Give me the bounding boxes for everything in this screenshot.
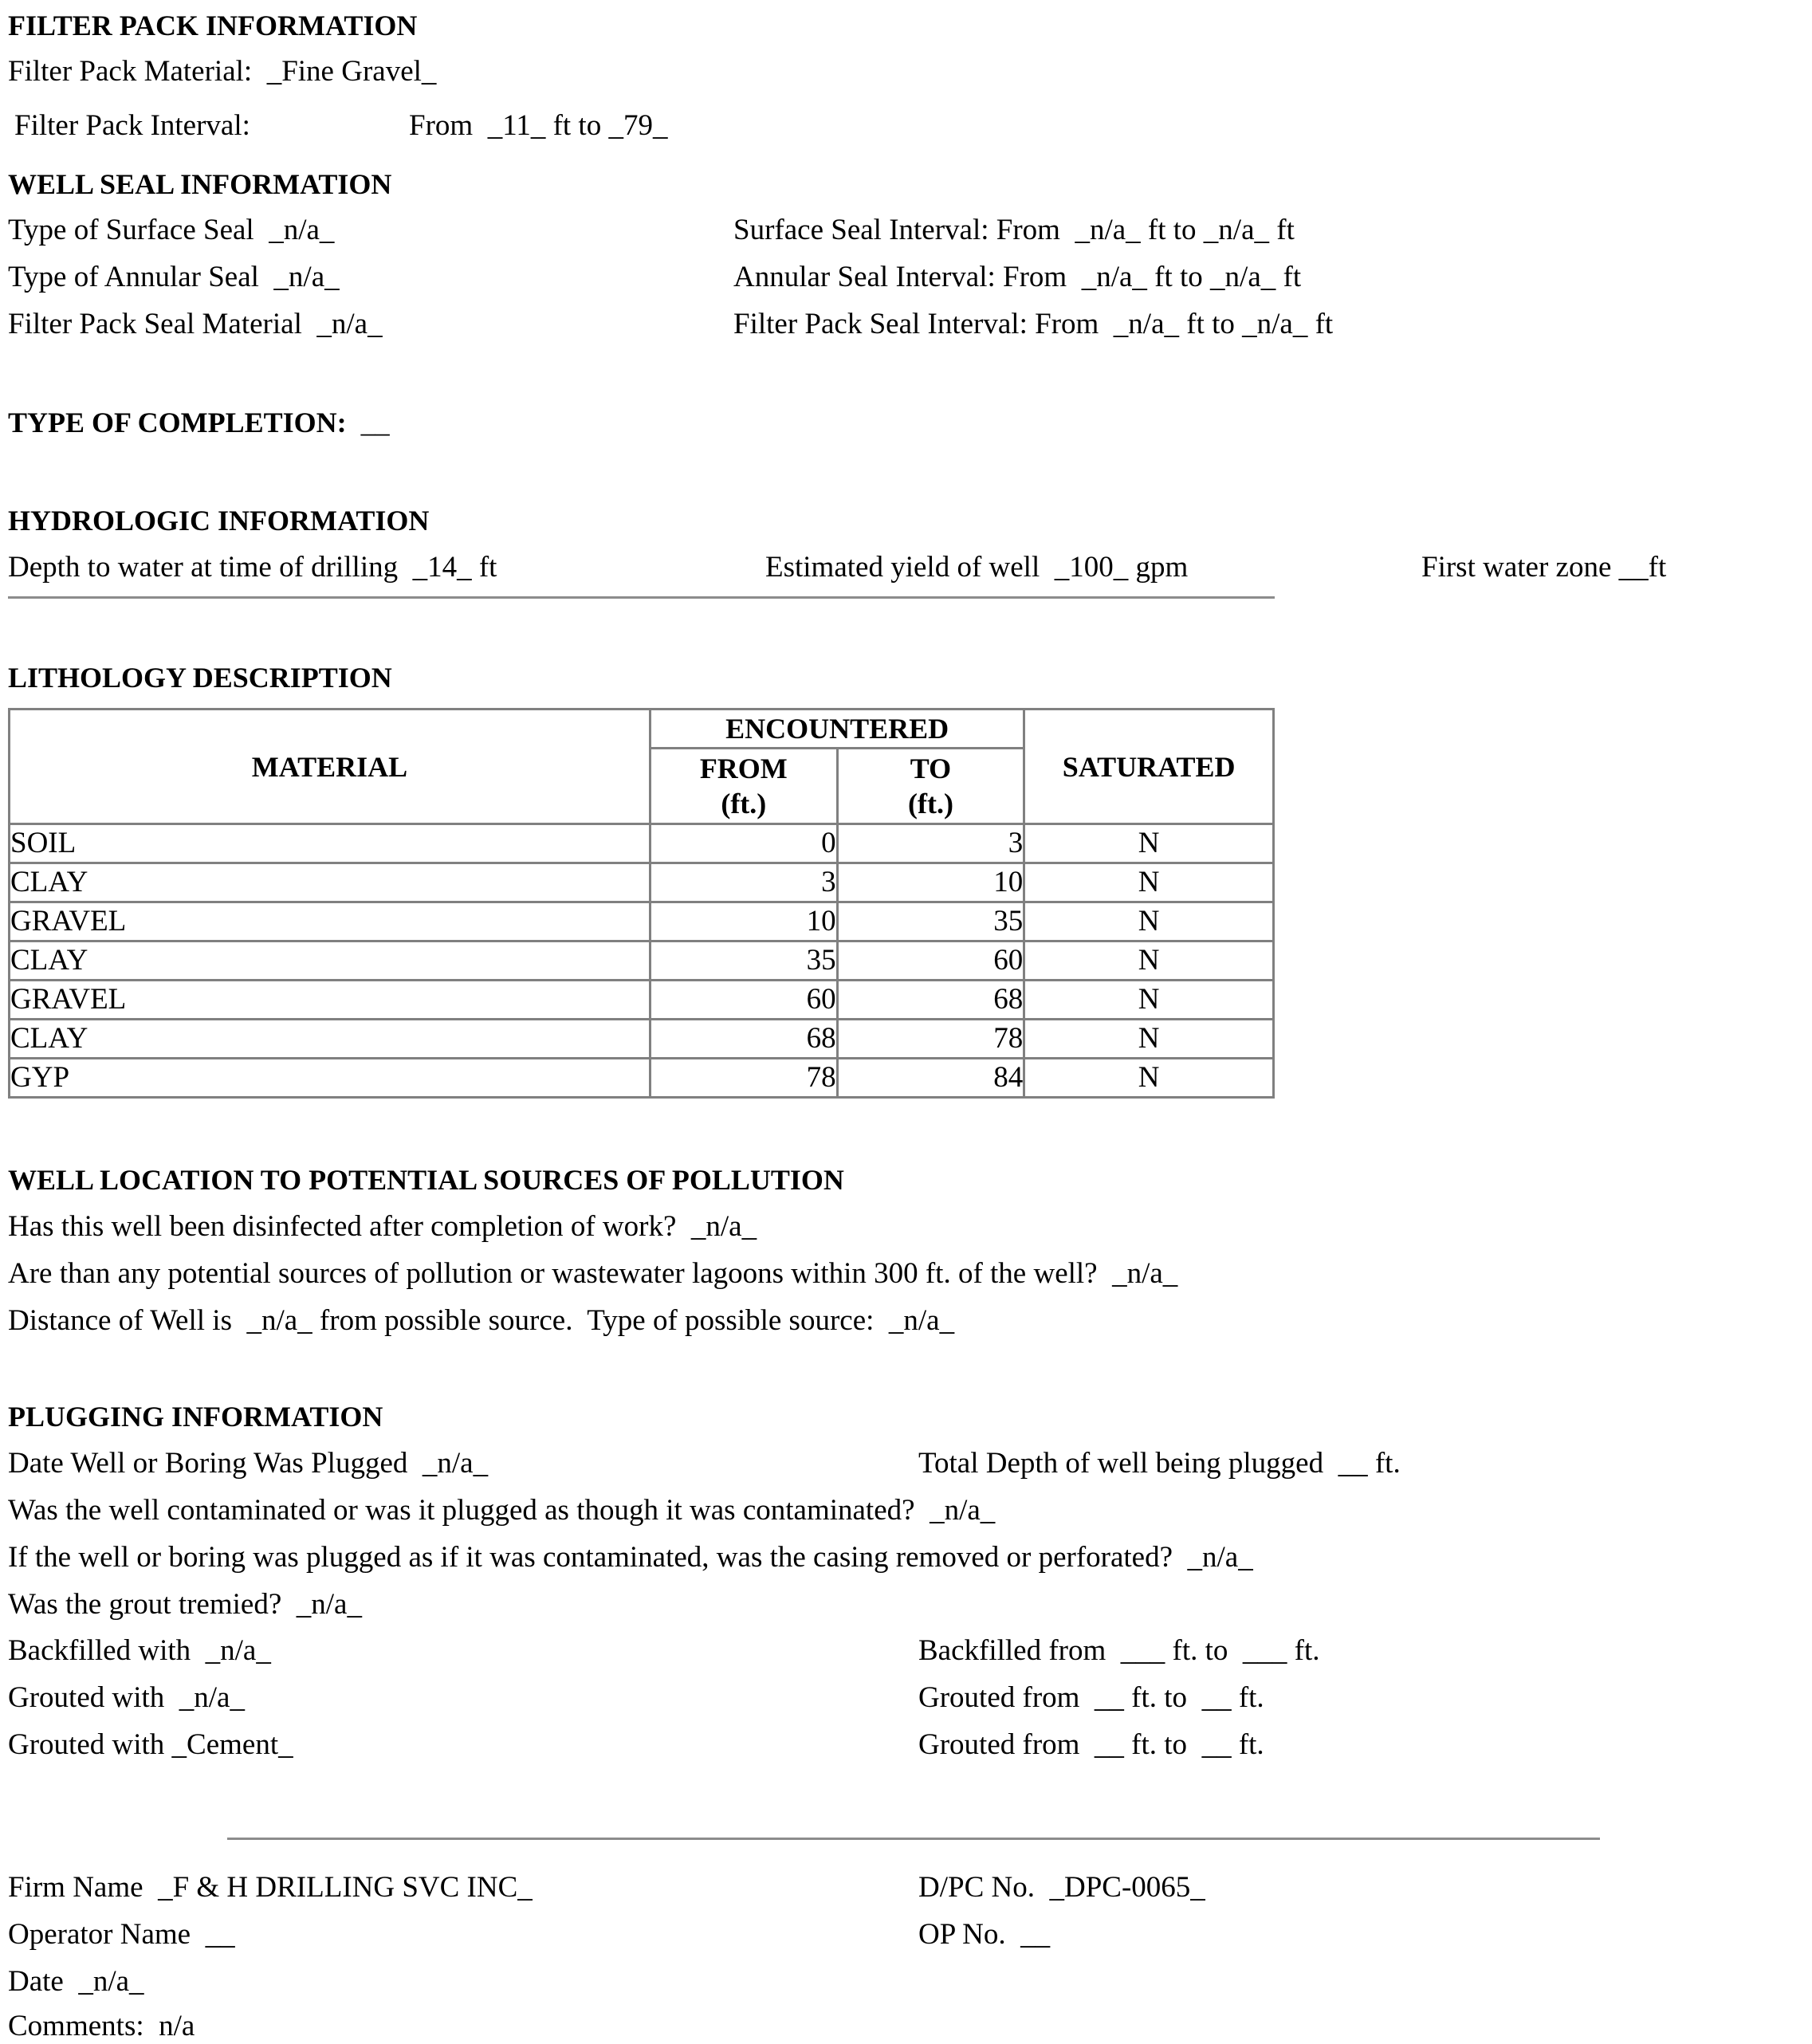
depth-to-water-label: Depth to water at time of drilling [8, 551, 399, 584]
from-cell: 3 [650, 863, 837, 902]
from-cell: 68 [650, 1020, 837, 1059]
filter-pack-seal-material-label: Filter Pack Seal Material [8, 308, 302, 340]
pollution-sources-label: Are than any potential sources of pollution or wastewater lagoons within 300 ft. of the well? [8, 1257, 1098, 1290]
surface-seal-to-label: ft to [1147, 214, 1197, 246]
plugging-heading: PLUGGING INFORMATION [8, 1401, 383, 1433]
annular-seal-to-label: ft to [1154, 261, 1203, 293]
grouted-with-value-2: _Cement_ [171, 1728, 293, 1761]
to-cell: 3 [837, 824, 1024, 863]
filter-pack-seal-to-label: ft to [1186, 308, 1235, 340]
grouted-unit-2: ft. [1238, 1728, 1264, 1761]
table-row [10, 902, 1274, 941]
filter-pack-seal-material [8, 307, 383, 342]
material-cell: CLAY [10, 941, 651, 981]
pollution-sources-value: _n/a_ [1112, 1257, 1178, 1290]
dpc-value: _DPC-0065_ [1049, 1871, 1205, 1904]
grouted-with-row-1 [8, 1680, 245, 1716]
firm-name-label: Firm Name [8, 1871, 143, 1904]
hydrologic-divider [8, 596, 1275, 599]
from-cell: 60 [650, 981, 837, 1020]
material-cell: GRAVEL [10, 981, 651, 1020]
filter-pack-to-value: _79_ [608, 109, 668, 142]
disinfected-row [8, 1209, 757, 1244]
completion-row [8, 405, 390, 440]
table-row [10, 824, 1274, 863]
total-depth-value: __ [1338, 1447, 1368, 1480]
table-row [10, 1020, 1274, 1059]
saturated-cell: N [1024, 981, 1274, 1020]
casing-row [8, 1540, 1253, 1575]
estimated-yield [765, 550, 1188, 585]
comments-value: n/a [159, 2010, 195, 2042]
source-type-value: _n/a_ [888, 1304, 955, 1337]
annular-seal-from-value: _n/a_ [1081, 261, 1147, 293]
disinfected-value: _n/a_ [690, 1210, 757, 1243]
from-header-label: FROM [699, 753, 788, 784]
grouted-to-label-1: ft. to [1131, 1681, 1188, 1714]
tremied-row [8, 1587, 362, 1622]
hydrologic-heading: HYDROLOGIC INFORMATION [8, 505, 430, 537]
to-cell: 10 [837, 863, 1024, 902]
backfilled-from-row [918, 1633, 1320, 1669]
grouted-with-label-1: Grouted with [8, 1681, 165, 1714]
grouted-from-row-1 [918, 1680, 1264, 1716]
surface-seal-type-value: _n/a_ [269, 214, 335, 246]
disinfected-label: Has this well been disinfected after completion of work? [8, 1210, 677, 1243]
to-header-unit: (ft.) [908, 788, 953, 820]
filter-pack-seal-unit: ft [1315, 308, 1334, 340]
table-row [10, 1059, 1274, 1098]
operator-name-label: Operator Name [8, 1918, 191, 1951]
firm-name-row [8, 1870, 533, 1905]
op-no-label: OP No. [918, 1918, 1006, 1951]
from-cell: 35 [650, 941, 837, 981]
to-cell: 68 [837, 981, 1024, 1020]
filter-pack-from-value: _11_ [487, 109, 546, 142]
saturated-cell: N [1024, 902, 1274, 941]
grouted-with-label-2: Grouted with [8, 1728, 165, 1761]
saturated-cell: N [1024, 1059, 1274, 1098]
surface-seal-type [8, 213, 334, 248]
surface-seal-from-value: _n/a_ [1075, 214, 1141, 246]
operator-name-value: __ [205, 1918, 235, 1951]
filter-pack-material-row [8, 54, 436, 89]
contaminated-label: Was the well contaminated or was it plugged as though it was contaminated? [8, 1494, 915, 1527]
from-header-unit: (ft.) [721, 788, 767, 820]
material-cell: GRAVEL [10, 902, 651, 941]
grouted-from-value-1: __ [1094, 1681, 1124, 1714]
filter-pack-seal-interval [733, 307, 1333, 342]
saturated-cell: N [1024, 824, 1274, 863]
annular-seal-type [8, 260, 340, 295]
total-depth-unit: ft. [1374, 1447, 1401, 1480]
well-seal-heading: WELL SEAL INFORMATION [8, 168, 392, 200]
surface-seal-interval [733, 213, 1295, 248]
distance-suffix: from possible source. Type of possible source: [319, 1304, 875, 1337]
lithology-table [8, 708, 1275, 1099]
grouted-from-label-2: Grouted from [918, 1728, 1080, 1761]
plug-date-label: Date Well or Boring Was Plugged [8, 1447, 408, 1480]
first-water-zone-value: __ [1618, 551, 1649, 584]
casing-label: If the well or boring was plugged as if it was contaminated, was the casing removed or perforated? [8, 1541, 1173, 1574]
to-header [837, 749, 1024, 824]
pollution-heading: WELL LOCATION TO POTENTIAL SOURCES OF POLLUTION [8, 1164, 844, 1196]
estimated-yield-label: Estimated yield of well [765, 551, 1040, 584]
first-water-zone [1421, 550, 1666, 585]
lithology-heading: LITHOLOGY DESCRIPTION [8, 662, 392, 694]
table-row [10, 941, 1274, 981]
material-header: MATERIAL [10, 710, 651, 824]
annular-seal-to-value: _n/a_ [1210, 261, 1276, 293]
grouted-unit-1: ft. [1238, 1681, 1264, 1714]
filter-pack-to-label: ft to [552, 109, 602, 142]
backfilled-to-value: ___ [1242, 1634, 1287, 1667]
to-header-label: TO [910, 753, 952, 784]
annular-seal-unit: ft [1283, 261, 1302, 293]
surface-seal-unit: ft [1276, 214, 1295, 246]
annular-seal-interval [733, 260, 1301, 295]
op-no-row [918, 1917, 1050, 1952]
annular-seal-type-value: _n/a_ [273, 261, 340, 293]
from-header [650, 749, 837, 824]
first-water-zone-unit: ft [1648, 551, 1667, 584]
material-cell: CLAY [10, 863, 651, 902]
estimated-yield-value: _100_ [1054, 551, 1129, 584]
completion-heading: TYPE OF COMPLETION: [8, 407, 347, 438]
saturated-cell: N [1024, 941, 1274, 981]
filter-pack-seal-interval-label: Filter Pack Seal Interval: From [733, 308, 1099, 340]
op-no-value: __ [1020, 1918, 1051, 1951]
pollution-sources-row [8, 1256, 1177, 1291]
total-depth-label: Total Depth of well being plugged [918, 1447, 1324, 1480]
operator-name-row [8, 1917, 235, 1952]
completion-value: __ [360, 407, 390, 438]
total-depth-row [918, 1446, 1401, 1481]
date-value: _n/a_ [78, 1965, 144, 1998]
filter-pack-seal-to-value: _n/a_ [1242, 308, 1308, 340]
from-cell: 0 [650, 824, 837, 863]
filter-pack-seal-material-value: _n/a_ [316, 308, 383, 340]
filter-pack-material-label: Filter Pack Material: [8, 55, 253, 88]
annular-seal-type-label: Type of Annular Seal [8, 261, 259, 293]
firm-name-value: _F & H DRILLING SVC INC_ [158, 1871, 533, 1904]
depth-to-water [8, 550, 497, 585]
surface-seal-interval-label: Surface Seal Interval: From [733, 214, 1060, 246]
filter-pack-from-label: From [409, 109, 474, 142]
casing-value: _n/a_ [1187, 1541, 1253, 1574]
tremied-value: _n/a_ [296, 1588, 362, 1621]
depth-to-water-unit: ft [478, 551, 497, 584]
material-cell: SOIL [10, 824, 651, 863]
comments-label: Comments: [8, 2010, 144, 2042]
grouted-to-value-2: __ [1201, 1728, 1232, 1761]
to-cell: 84 [837, 1059, 1024, 1098]
tremied-label: Was the grout tremied? [8, 1588, 282, 1621]
contaminated-row [8, 1493, 995, 1528]
saturated-header: SATURATED [1024, 710, 1274, 824]
grouted-to-label-2: ft. to [1131, 1728, 1188, 1761]
depth-to-water-value: _14_ [412, 551, 472, 584]
backfilled-with-value: _n/a_ [205, 1634, 271, 1667]
filter-pack-interval-label: Filter Pack Interval: [14, 109, 250, 142]
filter-pack-material-value: _Fine Gravel_ [266, 55, 437, 88]
to-cell: 78 [837, 1020, 1024, 1059]
comments-row [8, 2009, 195, 2044]
from-cell: 10 [650, 902, 837, 941]
grouted-with-value-1: _n/a_ [179, 1681, 245, 1714]
table-row [10, 863, 1274, 902]
to-cell: 60 [837, 941, 1024, 981]
material-cell: GYP [10, 1059, 651, 1098]
to-cell: 35 [837, 902, 1024, 941]
material-cell: CLAY [10, 1020, 651, 1059]
contaminated-value: _n/a_ [930, 1494, 996, 1527]
grouted-to-value-1: __ [1201, 1681, 1232, 1714]
grouted-from-label-1: Grouted from [918, 1681, 1080, 1714]
filter-pack-seal-from-value: _n/a_ [1113, 308, 1179, 340]
saturated-cell: N [1024, 863, 1274, 902]
backfilled-unit: ft. [1294, 1634, 1320, 1667]
filter-pack-heading: FILTER PACK INFORMATION [8, 10, 418, 41]
table-row [10, 981, 1274, 1020]
grouted-from-row-2 [918, 1728, 1264, 1763]
dpc-row [918, 1870, 1205, 1905]
saturated-cell: N [1024, 1020, 1274, 1059]
surface-seal-type-label: Type of Surface Seal [8, 214, 254, 246]
grouted-with-row-2 [8, 1728, 293, 1763]
backfilled-with-row [8, 1633, 271, 1669]
surface-seal-to-value: _n/a_ [1203, 214, 1269, 246]
estimated-yield-unit: gpm [1135, 551, 1189, 584]
plug-date-value: _n/a_ [422, 1447, 489, 1480]
grouted-from-value-2: __ [1094, 1728, 1124, 1761]
backfilled-from-label: Backfilled from [918, 1634, 1106, 1667]
distance-row [8, 1303, 954, 1338]
filter-pack-interval-range [409, 108, 667, 143]
plug-date-row [8, 1446, 488, 1481]
dpc-label: D/PC No. [918, 1871, 1035, 1904]
distance-label: Distance of Well is [8, 1304, 232, 1337]
signature-divider [227, 1838, 1600, 1840]
backfilled-to-label: ft. to [1172, 1634, 1228, 1667]
backfilled-with-label: Backfilled with [8, 1634, 191, 1667]
date-row [8, 1964, 144, 1999]
from-cell: 78 [650, 1059, 837, 1098]
distance-value: _n/a_ [246, 1304, 312, 1337]
first-water-zone-label: First water zone [1421, 551, 1612, 584]
backfilled-from-value: ___ [1120, 1634, 1165, 1667]
annular-seal-interval-label: Annular Seal Interval: From [733, 261, 1067, 293]
date-label: Date [8, 1965, 64, 1998]
encountered-header: ENCOUNTERED [650, 710, 1024, 749]
